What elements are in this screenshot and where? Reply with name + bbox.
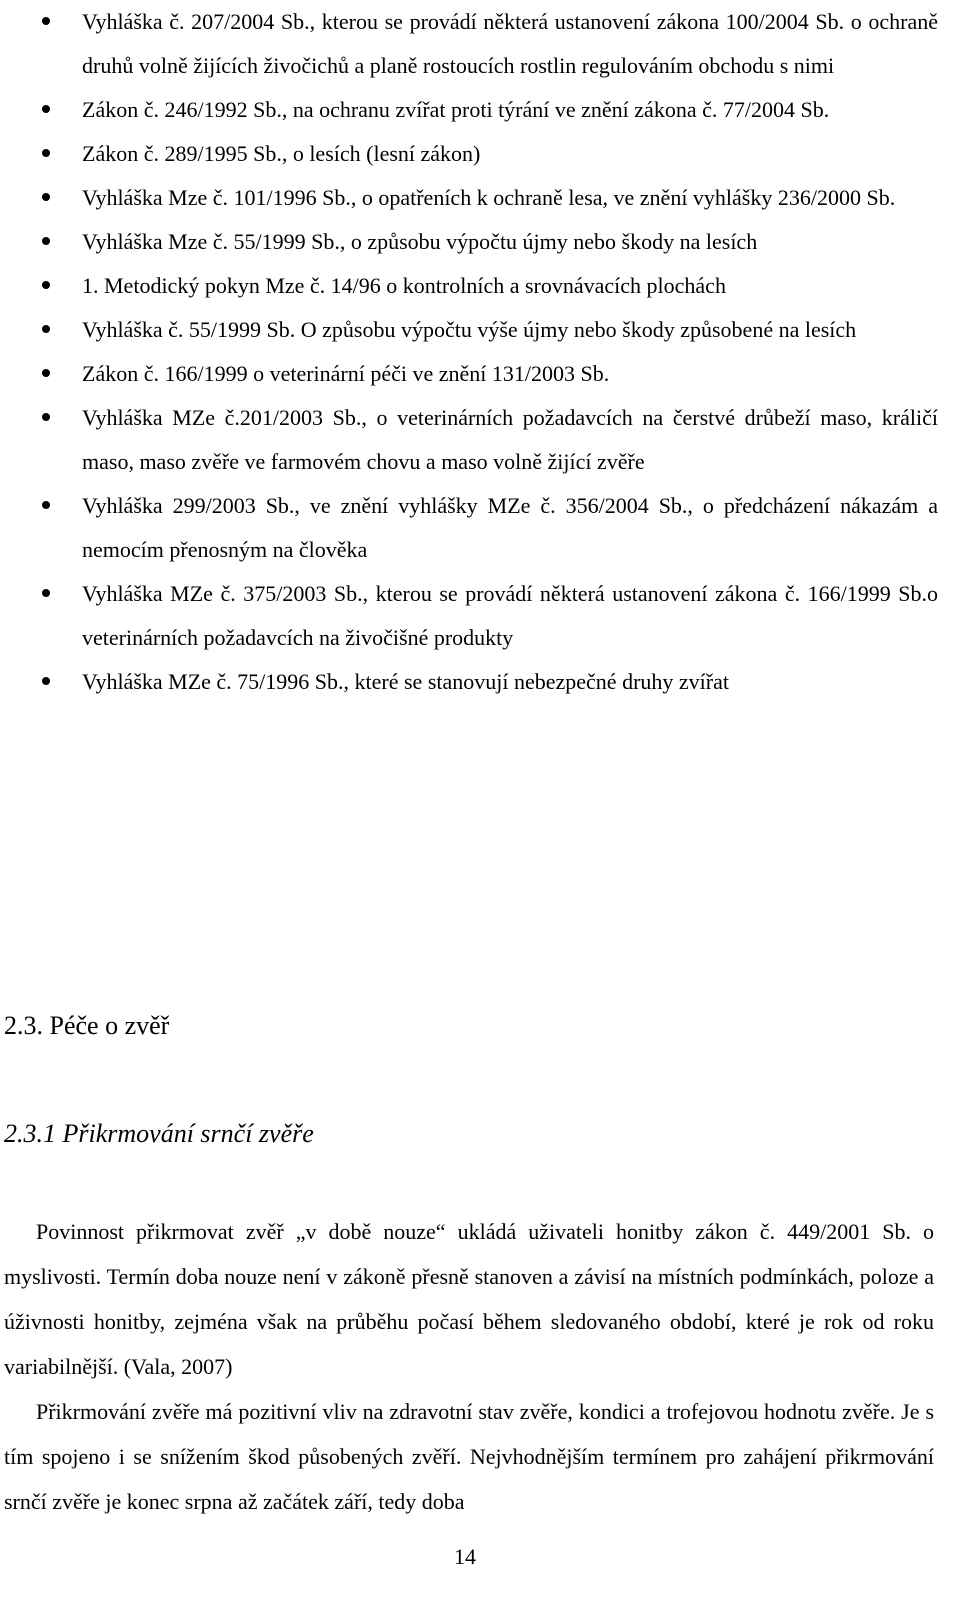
- list-item-text: Vyhláška MZe č.201/2003 Sb., o veterinárních požadavcích na čerstvé drůbeží maso, králičí maso, maso zvěře ve farmovém chovu a maso volně žijící zvěře: [82, 405, 938, 474]
- list-item-text: Vyhláška Mze č. 101/1996 Sb., o opatřeních k ochraně lesa, ve znění vyhlášky 236/2000 Sb.: [82, 185, 896, 210]
- list-item-text: Zákon č. 289/1995 Sb., o lesích (lesní zákon): [82, 141, 481, 166]
- list-item-text: Vyhláška MZe č. 75/1996 Sb., které se stanovují nebezpečné druhy zvířat: [82, 669, 729, 694]
- bullet-icon: [42, 589, 50, 597]
- bullet-icon: [42, 281, 50, 289]
- list-item: [0, 484, 960, 572]
- legislation-list: [0, 0, 960, 704]
- bullet-icon: [42, 105, 50, 113]
- list-item-text: Vyhláška 299/2003 Sb., ve znění vyhlášky MZe č. 356/2004 Sb., o předcházení nákazám a nemocím přenosným na člověka: [82, 493, 938, 562]
- bullet-icon: [42, 17, 50, 25]
- section-heading: 2.3. Péče o zvěř: [4, 1011, 170, 1040]
- list-item-text: 1. Metodický pokyn Mze č. 14/96 o kontrolních a srovnávacích plochách: [82, 273, 726, 298]
- list-item-text: Zákon č. 246/1992 Sb., na ochranu zvířat proti týrání ve znění zákona č. 77/2004 Sb.: [82, 97, 830, 122]
- bullet-icon: [42, 413, 50, 421]
- bullet-icon: [42, 237, 50, 245]
- body-text: [4, 1209, 934, 1524]
- list-item-text: Vyhláška MZe č. 375/2003 Sb., kterou se provádí některá ustanovení zákona č. 166/1999 Sb.o veterinárních požadavcích na živočišné produkty: [82, 581, 938, 650]
- list-item-text: Vyhláška č. 207/2004 Sb., kterou se provádí některá ustanovení zákona 100/2004 Sb. o ochraně druhů volně žijících živočichů a planě rostoucích rostlin regulováním obchodu s nimi: [82, 9, 938, 78]
- list-item: [0, 220, 960, 264]
- list-item: [0, 0, 960, 88]
- list-item-text: Vyhláška Mze č. 55/1999 Sb., o způsobu výpočtu újmy nebo škody na lesích: [82, 229, 758, 254]
- bullet-icon: [42, 501, 50, 509]
- list-item: [0, 132, 960, 176]
- paragraph: Povinnost přikrmovat zvěř „v době nouze“ ukládá uživateli honitby zákon č. 449/2001 Sb. o myslivosti. Termín doba nouze není v zákoně přesně stanoven a závisí na místních podmínkách, poloze a úživnosti honitby, zejména však na průběhu počasí během sledovaného období, které je rok od roku variabilnější. (Vala, 2007): [4, 1219, 934, 1379]
- list-item: [0, 660, 960, 704]
- list-item: [0, 264, 960, 308]
- bullet-icon: [42, 677, 50, 685]
- page-number: 14: [454, 1544, 476, 1569]
- list-item: [0, 396, 960, 484]
- bullet-icon: [42, 325, 50, 333]
- subsection-heading: 2.3.1 Přikrmování srnčí zvěře: [4, 1119, 314, 1148]
- list-item: [0, 572, 960, 660]
- bullet-icon: [42, 369, 50, 377]
- list-item: [0, 176, 960, 220]
- list-item-text: Vyhláška č. 55/1999 Sb. O způsobu výpočtu výše újmy nebo škody způsobené na lesích: [82, 317, 857, 342]
- bullet-icon: [42, 149, 50, 157]
- list-item-text: Zákon č. 166/1999 o veterinární péči ve znění 131/2003 Sb.: [82, 361, 610, 386]
- list-item: [0, 308, 960, 352]
- bullet-icon: [42, 193, 50, 201]
- list-item: [0, 352, 960, 396]
- paragraph: Přikrmování zvěře má pozitivní vliv na zdravotní stav zvěře, kondici a trofejovou hodnotu zvěře. Je s tím spojeno i se snížením škod působených zvěří. Nejvhodnějším termínem pro zahájení přikrmování srnčí zvěře je konec srpna až začátek září, tedy doba: [4, 1399, 934, 1514]
- list-item: [0, 88, 960, 132]
